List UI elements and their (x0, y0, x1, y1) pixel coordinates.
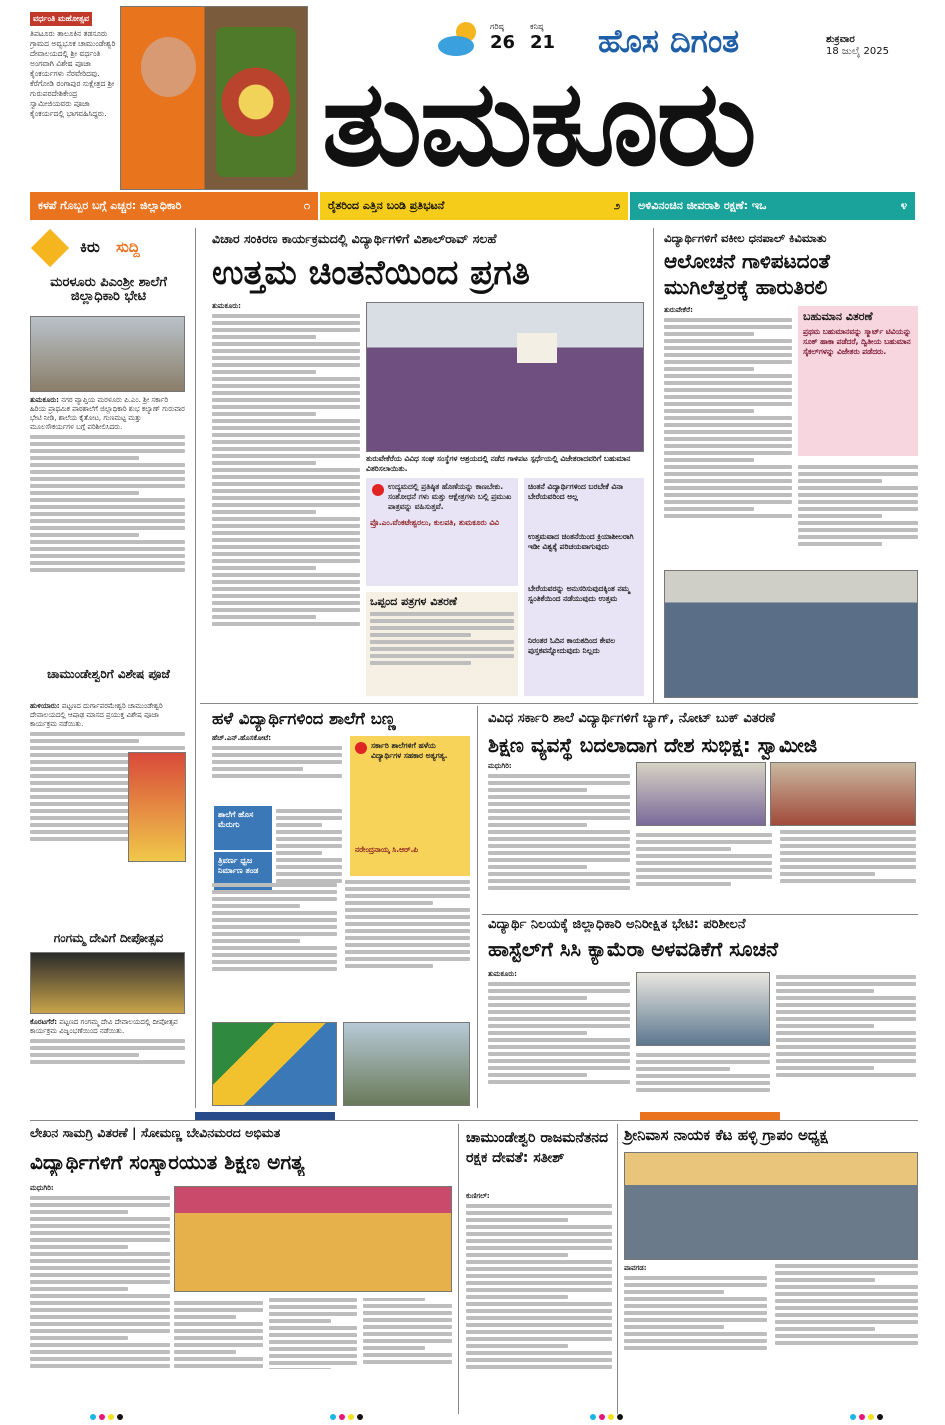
bags-kicker: ವಿವಿಧ ಸರ್ಕಾರಿ ಶಾಲೆ ವಿದ್ಯಾರ್ಥಿಗಳಿಗೆ ಬ್ಯಾಗ್, ನೋಟ್ ಬುಕ್ ವಿತರಣೆ (488, 711, 775, 726)
story-text: ತಿಪಟೂರು ತಾಲೂಕಿನ ತಡಸೂರು ಗ್ರಾಮದ ಅವ್ವಭೂಕ ಚಾಮುಂಡೇಶ್ವರಿ ದೇವಾಲಯದಲ್ಲಿ ಶ್ರೀ ವರ್ಧಂತಿ ಅಂಗವಾಗಿ ವಿಶೇಷ ಪೂಜಾ ಕೈಂಕರ್ಯಗಳು ನೆರವೇರಿದವು. ಕೆರೆಗೋಡಿ ರಂಗಾಪುರ ಸುಕ್ಷೇತ್ರದ ಶ್ರೀ ಗುರುಪರದೇಶಿಕೇಂದ್ರ ಸ್ವಾಮೀಜಿಯವರು ಪೂಜಾ ಕೈಂಕರ್ಯದಲ್ಲಿ ಭಾಗವಹಿಸಿದ್ದರು. (30, 29, 116, 118)
index-item[interactable]: ರೈತರಿಂದ ಎತ್ತಿನ ಬಂಡಿ ಪ್ರತಿಭಟನೆ ೨ (320, 192, 628, 220)
top-left-story (30, 6, 118, 191)
bags-headline: ಶಿಕ್ಷಣ ವ್ಯವಸ್ಥೆ ಬದಲಾದಾಗ ದೇಶ ಸುಭಿಕ್ಷ: ಸ್ವಾಮೀಜಿ (488, 733, 818, 757)
weather-min: ಕನಿಷ್ಠ 21 (530, 22, 556, 53)
bottom-headline: ಚಾಮುಂಡೇಶ್ವರಿ ರಾಜಮನೆತನದ ರಕ್ಷಕ ದೇವತೆ: ಸತೀಶ್ (466, 1130, 609, 1166)
kite-winners-photo (664, 570, 918, 698)
kiru-suddi-header: ಕಿರು ಸುದ್ದಿ (30, 228, 187, 268)
dateline: ಹುಳಿಯಾರು: (30, 702, 60, 710)
deity-photo (128, 752, 186, 862)
quote-icon (355, 742, 367, 754)
dateline: ಹೆಚ್.ಎನ್.ಹೊಸಕೋಟೆ: (212, 734, 272, 742)
hostel-kicker: ವಿದ್ಯಾರ್ಥಿ ನಿಲಯಕ್ಕೆ ಜಿಲ್ಲಾಧಿಕಾರಿ ಅನಿರೀಕ್ಷಿತ ಭೇಟಿ: ಪರಿಶೀಲನೆ (488, 917, 746, 932)
right-kicker: ವಿದ್ಯಾರ್ಥಿಗಳಿಗೆ ವಕೀಲ ಧನಪಾಲ್ ಕಿವಿಮಾತು (664, 231, 827, 245)
painted-wall-photo (212, 1022, 337, 1106)
issue-date: 18 ಜುಲೈ 2025 (826, 46, 889, 57)
painting-photo (343, 1022, 470, 1106)
index-bar (30, 192, 915, 220)
bullet-item: ಚಿಂತನೆ ವಿದ್ಯಾರ್ಥಿಗಳಿಂದ ಬರಬೇಕೆ ವಿನಾ ಬೇರೆಯವರಿಂದ ಅಲ್ಲ (528, 482, 624, 501)
registration-marks (90, 1414, 123, 1420)
issue-day: ಶುಕ್ರವಾರ (826, 34, 855, 45)
dateline: ಪಾವಗಡ: (624, 1264, 647, 1272)
swamiji-photo (120, 6, 308, 190)
school-visit-photo (30, 316, 185, 392)
hostel-photo (636, 972, 770, 1046)
kiru-text: ಪಟ್ಟಣದ ದುರ್ಗಾಪರಮೇಶ್ವರಿ ಚಾಮುಂಡೇಶ್ವರಿ ದೇವಾಲಯದಲ್ಲಿ ಆಷಾಢ ಮಾಸದ ಪ್ರಯುಕ್ತ ವಿಶೇಷ ಪೂಜಾ ಕಾರ್ಯಕ್ರಮ ನಡೆಯಿತು. (30, 702, 163, 728)
quote-icon (372, 484, 384, 496)
dateline: ಮಧುಗಿರಿ: (30, 1184, 54, 1192)
dateline: ತುಮಕೂರು: (212, 302, 241, 310)
city-title: ತುಮಕೂರು (322, 58, 755, 188)
lead-kicker: ವಿಚಾರ ಸಂಕಿರಣ ಕಾರ್ಯಕ್ರಮದಲ್ಲಿ ವಿದ್ಯಾರ್ಥಿಗಳಿಗೆ ವಿಶಾಲ್‌ರಾವ್ ಸಲಹೆ (212, 231, 497, 246)
story-tag: ವರ್ಧಂತಿ ಮಹೋತ್ಸವ (30, 12, 92, 26)
weather-max: ಗರಿಷ್ಠ 26 (490, 22, 516, 53)
lead-quote-box: ಉದ್ಯಮದಲ್ಲಿ ಪ್ರತಿಷ್ಠಿತ ಹೊಣೆಯನ್ನು ಕಾಣಬೇಕು. ಸಂಶೋಧನೆ ಗಳು ಮತ್ತು ಆಕ್ಷೇತ್ರಗಳು ಬಲ್ಲಿ ಪ್ರಮುಖ ಪಾತ್ರವನ್ನು ವಹಿಸುತ್ತವೆ. ಪ್ರೊ.ಎಂ.ವೆಂಕಟೇಶ್ವರಲು, ಕುಲಪತಿ, ತುಮಕೂರು ವಿವಿ (366, 478, 518, 586)
prize-box: ಬಹುಮಾನ ವಿತರಣೆ ಪ್ರಥಮ ಬಹುಮಾನವನ್ನು ಸ್ಮಾರ್ಟ್ ಟಿವಿಯನ್ನು ಸೂಕ್ ಹಾಕಾ ಪಡೆದರೆ, ದ್ವಿತೀಯ ಬಹುಮಾನ ಸೈಕಲ್‌ಗಳನ್ನು ವಿಜೇತರು ಪಡೆದರು. (798, 306, 918, 456)
registration-marks (850, 1414, 883, 1420)
dateline: ಕೊರಟಗೆರೆ: (30, 1018, 58, 1026)
right-headline: ಆಲೋಚನೆ ಗಾಳಿಪಟದಂತೆ ಮುಗಿಲೆತ್ತರಕ್ಕೆ ಹಾರುತಿರಲಿ (664, 249, 830, 299)
bottom-kicker: ಲೇಖನ ಸಾಮಗ್ರಿ ವಿತರಣೆ | ಸೋಮಣ್ಣ ಬೇವಿನಮರದ ಅಭಿಮತ (30, 1125, 281, 1140)
dateline: ತುಮಕೂರು: (488, 970, 517, 978)
bullet-item: ಬೇರೆಯವರನ್ನು ಅನುಸರಿಸುವುದಕ್ಕಿಂತ ನಮ್ಮ ಸ್ವಂತಿಕೆಯಿಂದ ನಡೆಯುವುದು ಉತ್ತಮ (528, 584, 630, 603)
festival-photo (30, 952, 185, 1014)
brand-logo: ಹೊಸ ದಿಗಂತ (598, 22, 740, 60)
dateline: ಮಧುಗಿರಿ: (488, 762, 512, 770)
dateline: ತುಮಕೂರು: (30, 396, 59, 404)
kiru-headline: ಗಂಗಮ್ಮ ದೇವಿಗೆ ದೀಪೋತ್ಸವ (53, 931, 164, 945)
kiru-headline: ಮರಳೂರು ಪಿಎಂಶ್ರೀ ಶಾಲೆಗೆ ಜಿಲ್ಲಾಧಿಕಾರಿ ಭೇಟಿ (50, 275, 167, 304)
registration-marks (590, 1414, 623, 1420)
halevid-tag: ಶಾಲೆಗೆ ಹೊಸ ಮೆರುಗು (214, 806, 272, 850)
lead-caption: ತುರುವೇಕೆರೆಯ ವಿವಿಧ ಸಂಘ ಸಂಸ್ಥೆಗಳ ಆಶ್ರಯದಲ್ಲಿ ನಡೆದ ಗಾಳಿಪಟ ಸ್ಪರ್ಧೆಯಲ್ಲಿ ವಿಜೇತರಾದವರಿಗೆ ಬಹುಮಾನ ವಿತರಿಸಲಾಯಿತು. (366, 454, 631, 473)
dateline: ಕುಣಿಗಲ್: (466, 1192, 490, 1200)
lead-headline: ಉತ್ತಮ ಚಿಂತನೆಯಿಂದ ಪ್ರಗತಿ (212, 253, 530, 293)
halevid-tag: ತ್ರಿವರ್ಣ ಧ್ವಜ ನಿರ್ಮಾಣ ತಂಡ (214, 852, 272, 892)
hand-icon (31, 229, 69, 267)
panchayat-photo (624, 1152, 918, 1260)
kiru-headline: ಚಾಮುಂಡೇಶ್ವರಿಗೆ ವಿಶೇಷ ಪೂಜೆ (47, 667, 170, 681)
bullet-item: ನಿರಂತರ ಓದಿನ ಕಾಯಕದಿಂದ ಕೇವಲ ಪುಸ್ತಕವನ್ನೋದುವುದು ನಿಲ್ಲದು (528, 636, 616, 655)
kiru-text: ಪಟ್ಟಣದ ಗಂಗಮ್ಮ ದೇವಿ ದೇವಾಲಯದಲ್ಲಿ ದೀಪೋತ್ಸವ ಕಾರ್ಯಕ್ರಮ ವಿಜೃಂಭಣೆಯಿಂದ ನಡೆಯಿತು. (30, 1018, 178, 1035)
bags-photo-2 (770, 762, 916, 826)
halevid-headline: ಹಳೆ ವಿದ್ಯಾರ್ಥಿಗಳಿಂದ ಶಾಲೆಗೆ ಬಣ್ಣ (212, 709, 396, 728)
lead-photo (366, 302, 644, 452)
hostel-headline: ಹಾಸ್ಟೆಲ್‌ಗೆ ಸಿಸಿ ಕ್ಯಾಮೆರಾ ಅಳವಡಿಕೆಗೆ ಸೂಚನೆ (488, 937, 779, 961)
bullet-item: ಉತ್ತಮವಾದ ಚಿಂತನೆಯಿಂದ ಕ್ರಿಯಾಶೀಲರಾಗಿ ಇಡೀ ವಿಶ್ವಕ್ಕೆ ಪರಿಚಯವಾಗುವುದು (528, 532, 634, 551)
stationery-photo (174, 1186, 452, 1292)
bottom-headline: ವಿದ್ಯಾರ್ಥಿಗಳಿಗೆ ಸಂಸ್ಕಾರಯುತ ಶಿಕ್ಷಣ ಅಗತ್ಯ (30, 1150, 305, 1174)
bags-photo-1 (636, 762, 766, 826)
registration-marks (330, 1414, 363, 1420)
lead-bullets (524, 478, 644, 696)
index-item[interactable]: ಅಳಿವಿನಂಚಿನ ಜೀವರಾಶಿ ರಕ್ಷಣೆ: ಇಒ ೪ (630, 192, 915, 220)
index-item[interactable]: ಕಳಪೆ ಗೊಬ್ಬರ ಬಗ್ಗೆ ಎಚ್ಚರ: ಜಿಲ್ಲಾಧಿಕಾರಿ ೧ (30, 192, 318, 220)
agreement-box: ಒಪ್ಪಂದ ಪತ್ರಗಳ ವಿತರಣೆ (366, 592, 518, 696)
halevid-quote-box: ಸರ್ಕಾರಿ ಶಾಲೆಗಳಿಗೆ ಹಳೆಯ ವಿದ್ಯಾರ್ಥಿಗಳ ಸಹಕಾರ ಅತ್ಯಗತ್ಯ. ನರೇಂದ್ರನಾಯ್ಕ ಸಿ.ಆರ್.ಪಿ (350, 736, 470, 876)
dateline: ತುರುವೇಕೆರೆ: (664, 306, 693, 314)
bottom-headline: ಶ್ರೀನಿವಾಸ ನಾಯಕ ಕೆಟ ಹಳ್ಳಿ ಗ್ರಾಪಂ ಅಧ್ಯಕ್ಷ (624, 1126, 828, 1144)
weather-cloud-sun-icon (436, 18, 484, 60)
kiru-text: ನಗರ ವ್ಯಾಪ್ತಿಯ ಮರಳೂರು ಪಿ.ಎಂ. ಶ್ರೀ ಸರ್ಕಾರಿ ಹಿರಿಯ ಪ್ರಾಥಮಿಕ ಪಾಠಶಾಲೆಗೆ ಜಿಲ್ಲಾಧಿಕಾರಿ ಶುಭ ಕಲ್ಯಾಣ್ ಗುರುವಾರ ಭೇಟಿ ನೀಡಿ, ಶಾಲೆಯ ಕೈತೋಟ, ಗುಣಮಟ್ಟ ಮತ್ತು ಮೂಲಸೌಕರ್ಯಗಳ ಬಗ್ಗೆ ಪರಿಶೀಲಿಸಿದರು. (30, 396, 185, 431)
